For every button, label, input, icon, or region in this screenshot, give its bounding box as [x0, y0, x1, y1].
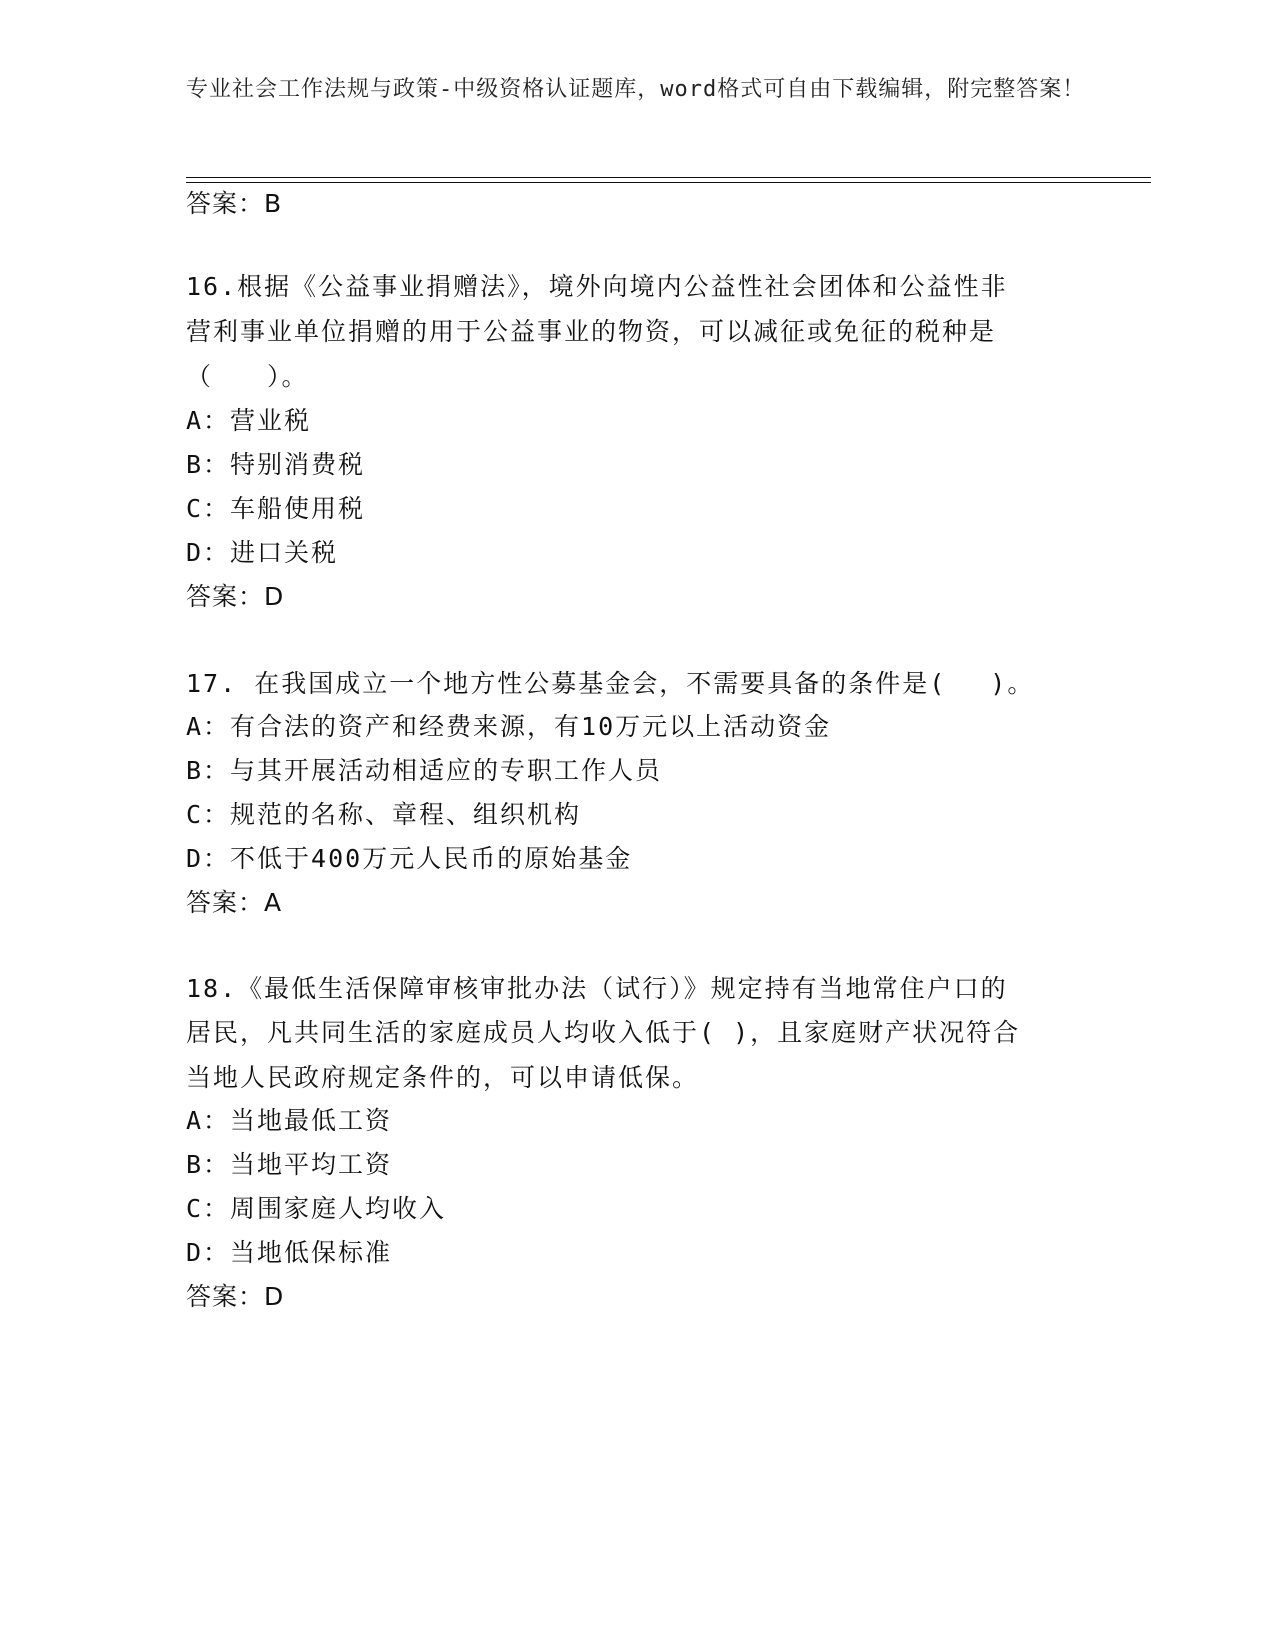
q18-option-b: B：当地平均工资 — [186, 1150, 393, 1179]
q17-option-c: C：规范的名称、章程、组织机构 — [186, 800, 582, 829]
header-divider-top — [186, 177, 1151, 178]
q18-stem-line: 18.《最低生活保障审核审批办法（试行）》规定持有当地常住户口的 — [186, 974, 1008, 1003]
q18-option-d: D：当地低保标准 — [186, 1238, 393, 1267]
q16-stem-line: （ ）。 — [186, 362, 309, 391]
q17-option-b: B：与其开展活动相适应的专职工作人员 — [186, 756, 663, 785]
q17-option-a: A：有合法的资产和经费来源，有10万元以上活动资金 — [186, 712, 832, 741]
page-header: 专业社会工作法规与政策-中级资格认证题库，word格式可自由下载编辑，附完整答案！ — [186, 77, 1086, 102]
q18-option-a: A：当地最低工资 — [186, 1106, 393, 1135]
header-divider-bottom — [186, 182, 1151, 183]
q16-option-c: C：车船使用税 — [186, 494, 366, 523]
q16-option-b: B：特别消费税 — [186, 450, 366, 479]
q18-stem-line: 居民，凡共同生活的家庭成员人均收入低于( )，且家庭财产状况符合 — [186, 1018, 1021, 1047]
q17-answer: 答案：A — [186, 888, 283, 917]
q17-stem-line: 17. 在我国成立一个地方性公募基金会，不需要具备的条件是( )。 — [186, 669, 1035, 698]
q18-stem-line: 当地人民政府规定条件的，可以申请低保。 — [186, 1063, 700, 1092]
q16-option-a: A：营业税 — [186, 406, 312, 435]
q16-option-d: D：进口关税 — [186, 538, 339, 567]
q16-answer: 答案：D — [186, 582, 285, 611]
q17-option-d: D：不低于400万元人民币的原始基金 — [186, 844, 633, 873]
q16-stem-line: 营利事业单位捐赠的用于公益事业的物资，可以减征或免征的税种是 — [186, 317, 997, 346]
answer-previous: 答案：B — [186, 189, 283, 218]
q18-option-c: C：周围家庭人均收入 — [186, 1194, 447, 1223]
q18-answer: 答案：D — [186, 1282, 285, 1311]
q16-stem-line: 16.根据《公益事业捐赠法》，境外向境内公益性社会团体和公益性非 — [186, 272, 1008, 301]
